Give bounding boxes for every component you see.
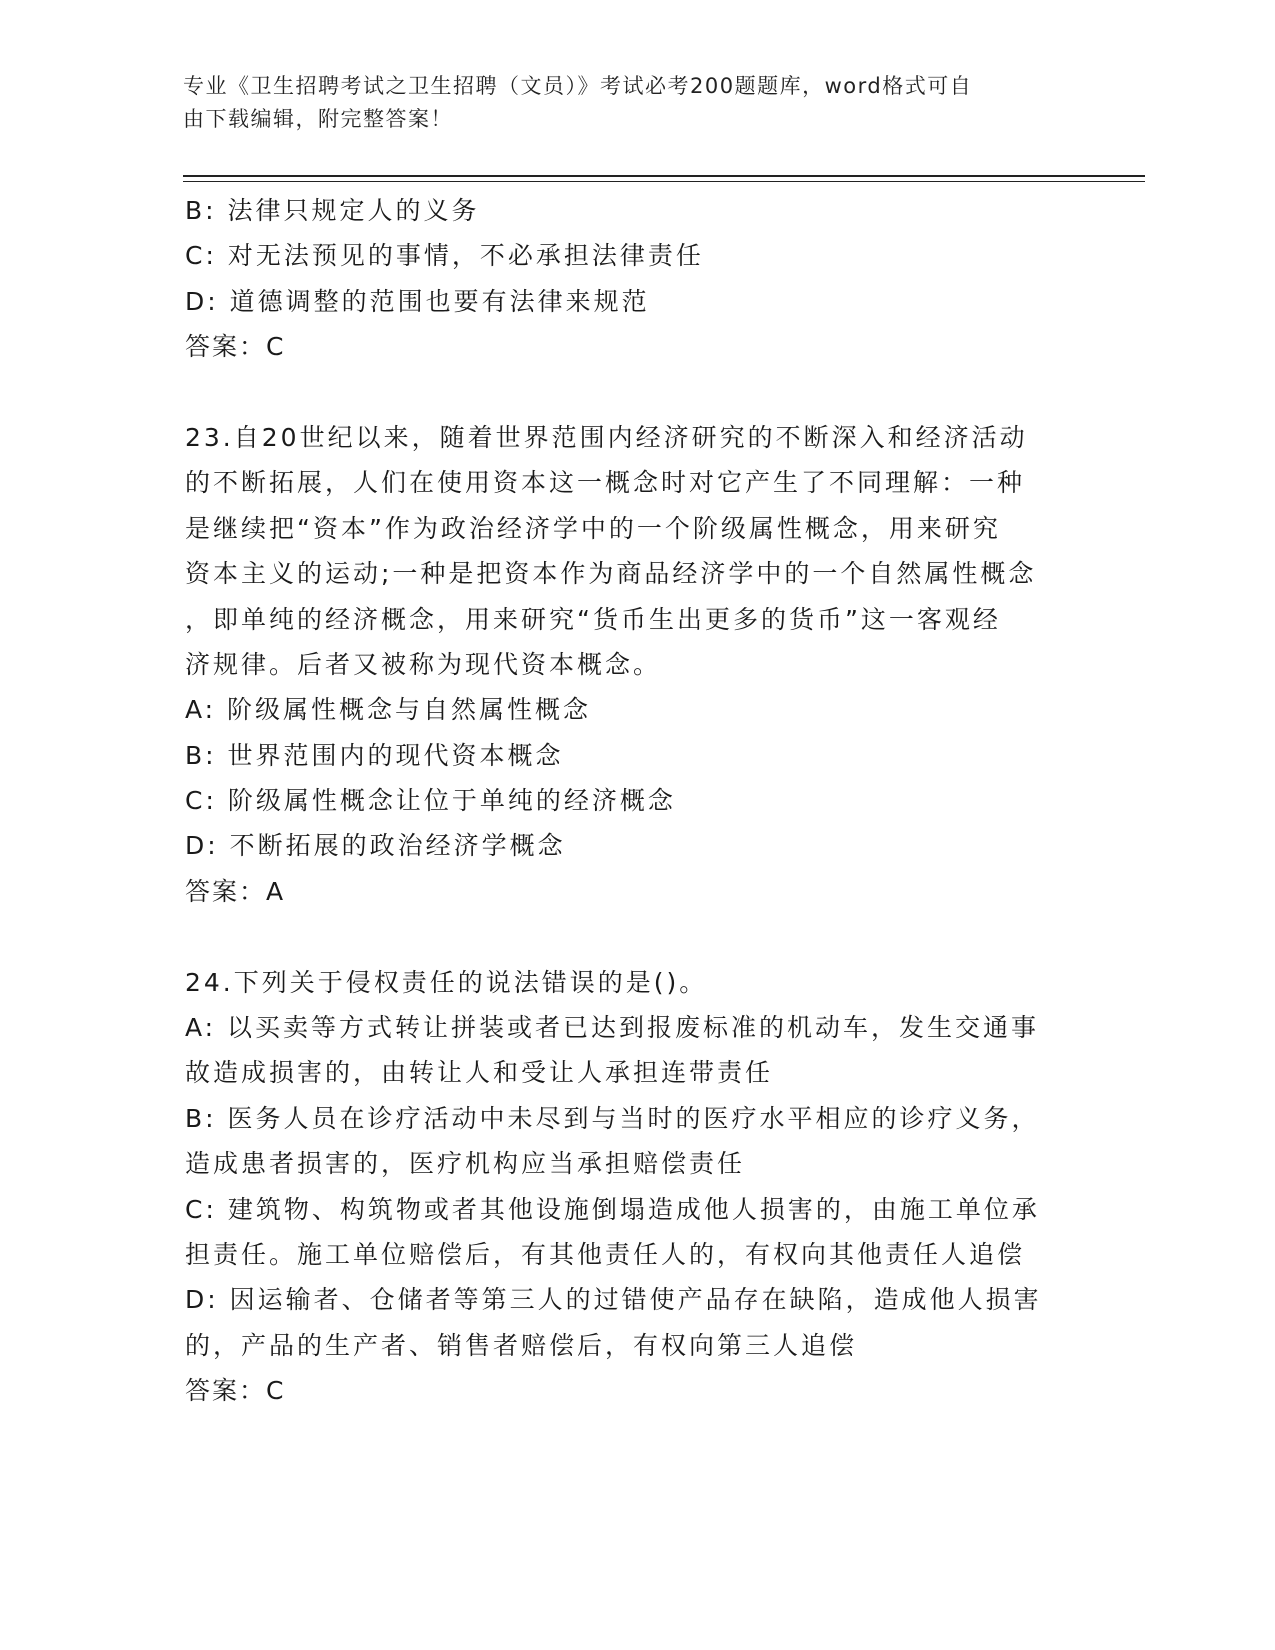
header-title-line-1: 专业《卫生招聘考试之卫生招聘（文员）》考试必考200题题库，word格式可自 xyxy=(183,74,973,98)
answer: 答案：A xyxy=(185,876,286,906)
option-d: D: 不断拓展的政治经济学概念 xyxy=(185,831,566,861)
question-stem: 24.下列关于侵权责任的说法错误的是()。 xyxy=(185,967,708,997)
question-stem-line: 23.自20世纪以来，随着世界范围内经济研究的不断深入和经济活动 xyxy=(185,422,1028,452)
option-b: B: 世界范围内的现代资本概念 xyxy=(185,740,564,770)
option-c-line-2: 担责任。施工单位赔偿后，有其他责任人的，有权向其他责任人追偿 xyxy=(185,1239,1026,1269)
option-c: C: 阶级属性概念让位于单纯的经济概念 xyxy=(185,786,676,816)
option-d-line-2: 的，产品的生产者、销售者赔偿后，有权向第三人追偿 xyxy=(185,1330,858,1360)
option-a-line-1: A: 以买卖等方式转让拼装或者已达到报废标准的机动车，发生交通事 xyxy=(185,1013,1040,1043)
question-stem-line: 的不断拓展，人们在使用资本这一概念时对它产生了不同理解：一种 xyxy=(185,468,1026,498)
header-divider-thin xyxy=(183,181,1145,182)
header-title-line-2: 由下载编辑，附完整答案！ xyxy=(183,107,453,131)
option-b-line-1: B: 医务人员在诊疗活动中未尽到与当时的医疗水平相应的诊疗义务， xyxy=(185,1103,1040,1133)
question-stem-line: 资本主义的运动;一种是把资本作为商品经济学中的一个自然属性概念 xyxy=(185,559,1037,589)
spacer xyxy=(185,370,1065,415)
question-stem-line: ，即单纯的经济概念，用来研究“货币生出更多的货币”这一客观经 xyxy=(185,604,1001,634)
option-d: D: 道德调整的范围也要有法律来规范 xyxy=(185,286,650,316)
answer: 答案：C xyxy=(185,332,286,362)
option-d-line-1: D: 因运输者、仓储者等第三人的过错使产品存在缺陷，造成他人损害 xyxy=(185,1285,1042,1315)
page-header xyxy=(183,70,1043,136)
question-stem-line: 济规律。后者又被称为现代资本概念。 xyxy=(185,649,662,679)
option-c-line-1: C: 建筑物、构筑物或者其他设施倒塌造成他人损害的，由施工单位承 xyxy=(185,1194,1040,1224)
spacer xyxy=(185,914,1065,959)
answer: 答案：C xyxy=(185,1376,286,1406)
question-24 xyxy=(185,960,1065,1414)
option-a: A: 阶级属性概念与自然属性概念 xyxy=(185,695,592,725)
option-b: B: 法律只规定人的义务 xyxy=(185,196,480,225)
header-divider-thick xyxy=(183,175,1145,177)
option-a-line-2: 故造成损害的，由转让人和受让人承担连带责任 xyxy=(185,1058,774,1088)
option-c: C: 对无法预见的事情，不必承担法律责任 xyxy=(185,241,704,271)
question-22 xyxy=(185,188,1065,370)
question-23 xyxy=(185,415,1065,914)
option-b-line-2: 造成患者损害的，医疗机构应当承担赔偿责任 xyxy=(185,1149,746,1179)
question-content xyxy=(185,188,1065,1414)
question-stem-line: 是继续把“资本”作为政治经济学中的一个阶级属性概念，用来研究 xyxy=(185,513,1001,543)
